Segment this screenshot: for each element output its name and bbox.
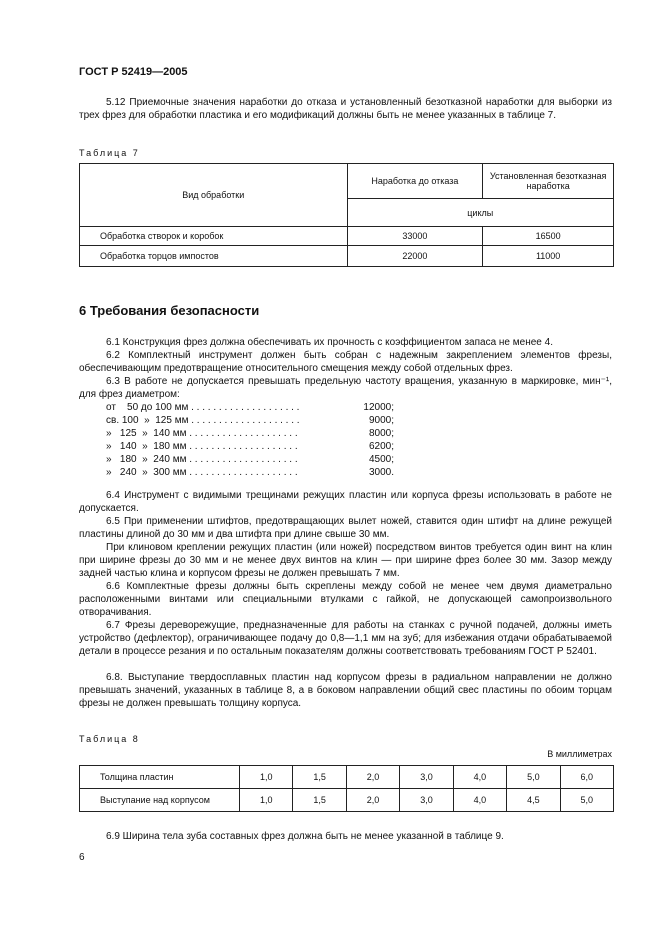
table8-caption: Таблица 8: [79, 734, 140, 744]
speed-value: 8000;: [368, 428, 394, 439]
table-cell: 22000: [347, 246, 483, 267]
table-cell: 4,0: [453, 766, 506, 789]
paragraph-6-5: 6.5 При применении штифтов, предотвращающих вылет ножей, ставится один штифт на длине режущей пластины длиной до 30 мм и два штифта при длине свыше 30 мм.: [79, 516, 612, 540]
speed-list: [106, 401, 396, 481]
table7-unit: циклы: [347, 199, 614, 227]
table-row: [80, 766, 614, 789]
speed-value: 3000.: [368, 467, 394, 478]
table-row: [80, 246, 614, 267]
speed-range: » 180 » 240 мм . . . . . . . . . . . . . . . . . . . .: [106, 454, 298, 465]
document-header: ГОСТ Р 52419—2005: [79, 66, 188, 78]
table8-row-label: Толщина пластин: [80, 766, 240, 789]
table7-header-mtbf: Наработка до отказа: [347, 164, 483, 199]
table-cell: 1,0: [240, 789, 293, 812]
paragraph-6-5-clamp: При клиновом креплении режущих пластин (или ножей) посредством винтов требуется один винт на клин при ширине фрезы до 30 мм и не менее двух винтов на клин — при ширине фрез более 30 мм. Зазор между задней частью клина и корпусом фрезы не должен превышать 7 мм.: [79, 542, 612, 579]
speed-range: св. 100 » 125 мм . . . . . . . . . . . . . . . . . . . .: [106, 415, 300, 426]
paragraph-6-1: 6.1 Конструкция фрез должна обеспечивать их прочность с коэффициентом запаса не менее 4.: [106, 337, 553, 348]
speed-range: » 240 » 300 мм . . . . . . . . . . . . . . . . . . . .: [106, 467, 298, 478]
table-cell: 1,5: [293, 766, 346, 789]
table-cell: 5,0: [507, 766, 560, 789]
paragraph-6-3: 6.3 В работе не допускается превышать предельную частоту вращения, указанную в маркировке, мин⁻¹, для фрез диаметром:: [79, 376, 612, 400]
table-cell: 33000: [347, 227, 483, 246]
table-cell: 2,0: [346, 789, 399, 812]
page-number: 6: [79, 852, 85, 863]
table-cell: Обработка торцов импостов: [80, 246, 348, 267]
paragraph-6-6: 6.6 Комплектные фрезы должны быть скреплены между собой не менее чем двумя диаметрально расположенными винтами или специальными втулками с гайкой, не допускающей самопроизвольного отворачивания.: [79, 581, 612, 618]
table-cell: 1,5: [293, 789, 346, 812]
table7-header-failfree: Установленная безотказная наработка: [483, 164, 614, 199]
section-6-heading: 6 Требования безопасности: [79, 303, 260, 318]
table-cell: 3,0: [400, 789, 453, 812]
speed-value: 9000;: [368, 415, 394, 426]
table-7: [79, 163, 614, 267]
table-cell: 1,0: [240, 766, 293, 789]
speed-value: 12000;: [363, 402, 394, 413]
paragraph-6-7: 6.7 Фрезы дереворежущие, предназначенные для работы на станках с ручной подачей, должны иметь устройство (дефлектор), ограничивающее подачу до 0,8—1,1 мм на зуб; для избежания отдачи обрабатываемой детали в процессе резания и по остальным показателям должны соответствовать требованиям ГОСТ Р 52401.: [79, 620, 612, 657]
table7-header-type: Вид обработки: [80, 164, 348, 227]
paragraph-6-9: 6.9 Ширина тела зуба составных фрез должна быть не менее указанной в таблице 9.: [106, 831, 504, 842]
table-cell: Обработка створок и коробок: [80, 227, 348, 246]
speed-range: от 50 до 100 мм . . . . . . . . . . . . . . . . . . . .: [106, 402, 300, 413]
table-row: [80, 789, 614, 812]
speed-value: 6200;: [368, 441, 394, 452]
speed-range: » 140 » 180 мм . . . . . . . . . . . . . . . . . . . .: [106, 441, 298, 452]
speed-value: 4500;: [368, 454, 394, 465]
paragraph-6-2: 6.2 Комплектный инструмент должен быть собран с надежным закреплением элементов фрезы, обеспечивающим предотвращение относительного смещения между собой отдельных фрез.: [79, 350, 612, 374]
table-cell: 4,5: [507, 789, 560, 812]
paragraph-6-8: 6.8. Выступание твердосплавных пластин над корпусом фрезы в радиальном направлении не должно превышать значений, указанных в таблице 8, а в боковом направлении общий свес пластины по обоим торцам фрезы не должен превышать толщину корпуса.: [79, 672, 612, 709]
table-cell: 5,0: [560, 789, 613, 812]
table-cell: 6,0: [560, 766, 613, 789]
table-8: [79, 765, 614, 812]
table-row: [80, 227, 614, 246]
table8-units: В миллиметрах: [547, 749, 612, 759]
table-cell: 4,0: [453, 789, 506, 812]
table8-row-label: Выступание над корпусом: [80, 789, 240, 812]
table-cell: 2,0: [346, 766, 399, 789]
table-cell: 11000: [483, 246, 614, 267]
paragraph-5-12: 5.12 Приемочные значения наработки до отказа и установленный безотказной наработки для выборки из трех фрез для обработки пластика и его модификаций должны быть не менее указанных в таблице 7.: [79, 97, 612, 121]
table7-caption: Таблица 7: [79, 148, 140, 158]
table-cell: 16500: [483, 227, 614, 246]
table-cell: 3,0: [400, 766, 453, 789]
paragraph-6-4: 6.4 Инструмент с видимыми трещинами режущих пластин или корпуса фрезы использовать в работе не допускается.: [79, 490, 612, 514]
speed-range: » 125 » 140 мм . . . . . . . . . . . . . . . . . . . .: [106, 428, 298, 439]
